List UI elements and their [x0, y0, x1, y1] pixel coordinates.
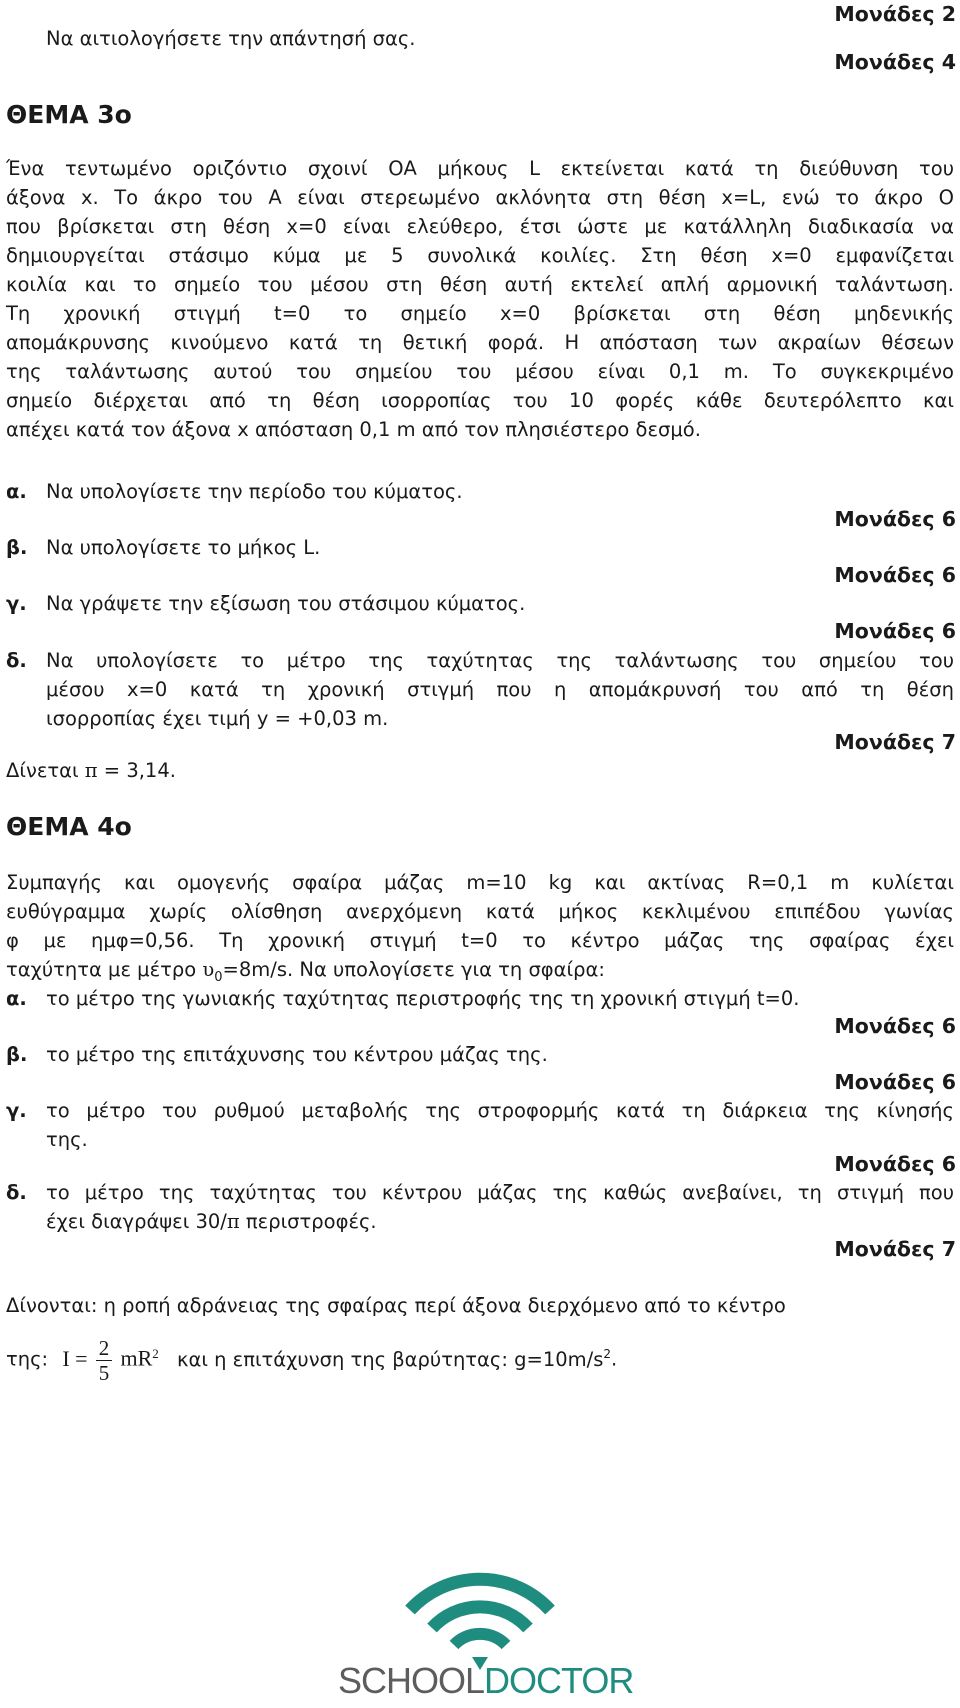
- given-line: Δίνονται: η ροπή αδράνειας της σφαίρας περί άξονα διερχόμενο από το κέντρο: [6, 1294, 786, 1317]
- given-constant: [6, 756, 954, 785]
- paragraph-line: σημείο διέρχεται από τη θέση ισορροπίας του 10 φορές κάθε δευτερόλεπτο και: [6, 389, 954, 412]
- paragraph-line: απομάκρυνσης κινούμενο κατά τη θετική φορά. Η απόσταση των ακραίων θέσεων: [6, 331, 954, 354]
- given-text: και η επιτάχυνση της βαρύτητας: g=10m/s: [176, 1347, 604, 1371]
- formula-lhs: I =: [62, 1345, 88, 1371]
- pi-symbol: π: [226, 1210, 240, 1233]
- given-text: = 3,14.: [97, 759, 176, 782]
- given-formula-line: [6, 1324, 954, 1390]
- subscript: 0: [214, 969, 223, 985]
- paragraph-text: ταχύτητα με μέτρο: [6, 958, 203, 981]
- question-label: δ.: [6, 1181, 27, 1204]
- question-label: γ.: [6, 592, 27, 615]
- points-label: Μονάδες 6: [834, 563, 956, 587]
- question-text: [46, 1207, 954, 1236]
- question-text: μέσου x=0 κατά τη χρονική στιγμή που η απομάκρυνσή του από τη θέση: [46, 678, 954, 701]
- question-text-part: περιστροφές.: [239, 1210, 377, 1233]
- paragraph-line: Τη χρονική στιγμή t=0 το σημείο x=0 βρίσκεται στη θέση μηδενικής: [6, 302, 954, 325]
- paragraph-line: Ένα τεντωμένο οριζόντιο σχοινί ΟΑ μήκους L εκτείνεται κατά τη διεύθυνση του: [6, 157, 954, 180]
- question-label: β.: [6, 1043, 28, 1066]
- question-label: γ.: [6, 1099, 27, 1122]
- paragraph-line: άξονα x. Το άκρο του Α είναι στερεωμένο ακλόνητα στη θέση x=L, ενώ το άκρο Ο: [6, 186, 954, 209]
- paragraph-line: φ με ημφ=0,56. Τη χρονική στιγμή t=0 το κέντρο μάζας της σφαίρας έχει: [6, 929, 954, 952]
- question-text: Να γράψετε την εξίσωση του στάσιμου κύματος.: [46, 592, 526, 615]
- points-label: Μονάδες 4: [834, 50, 956, 74]
- paragraph-line: ευθύγραμμα χωρίς ολίσθηση ανερχόμενη κατά μήκος κεκλιμένου επιπέδου γωνίας: [6, 900, 954, 923]
- question-text: Να υπολογίσετε το μήκος L.: [46, 536, 321, 559]
- question-text: ισορροπίας έχει τιμή y = +0,03 m.: [46, 707, 389, 730]
- question-text: Να υπολογίσετε το μέτρο της ταχύτητας της ταλάντωσης του σημείου του: [46, 649, 954, 672]
- paragraph-line: της ταλάντωσης αυτού του σημείου του μέσου είναι 0,1 m. Το συγκεκριμένο: [6, 360, 954, 383]
- points-label: Μονάδες 2: [834, 2, 956, 26]
- given-text: της:: [6, 1347, 49, 1371]
- given-text: .: [611, 1347, 618, 1371]
- formula-exponent: 2: [152, 1346, 159, 1361]
- fraction-numerator: 2: [96, 1336, 113, 1361]
- points-label: Μονάδες 7: [834, 730, 956, 754]
- question-text: το μέτρο της ταχύτητας του κέντρου μάζας της καθώς ανεβαίνει, τη στιγμή που: [46, 1181, 954, 1204]
- paragraph-line: Συμπαγής και ομογενής σφαίρα μάζας m=10 kg και ακτίνας R=0,1 m κυλίεται: [6, 871, 954, 894]
- points-label: Μονάδες 7: [834, 1237, 956, 1261]
- points-label: Μονάδες 6: [834, 619, 956, 643]
- points-label: Μονάδες 6: [834, 1152, 956, 1176]
- question-text: το μέτρο του ρυθμού μεταβολής της στροφορμής κατά τη διάρκεια της κίνησής: [46, 1099, 954, 1122]
- paragraph-line: κοιλία και το σημείο του μέσου στη θέση αυτή εκτελεί απλή αρμονική ταλάντωση.: [6, 273, 954, 296]
- paragraph-line: δημιουργείται στάσιμο κύμα με 5 συνολικά κοιλίες. Στη θέση x=0 εμφανίζεται: [6, 244, 954, 267]
- question-text: το μέτρο της επιτάχυνσης του κέντρου μάζας της.: [46, 1043, 548, 1066]
- logo-text-school: SCHOOL: [338, 1660, 485, 1701]
- question-label: β.: [6, 536, 28, 559]
- pi-symbol: π: [84, 759, 98, 782]
- exponent: 2: [603, 1347, 612, 1361]
- paragraph-text: =8m/s. Να υπολογίσετε για τη σφαίρα:: [222, 958, 605, 981]
- wifi-icon: [360, 1562, 600, 1672]
- points-label: Μονάδες 6: [834, 507, 956, 531]
- schooldoctor-logo: [338, 1562, 634, 1702]
- points-label: Μονάδες 6: [834, 1014, 956, 1038]
- paragraph-line: που βρίσκεται στη θέση x=0 είναι ελεύθερο, έτσι ώστε με κατάλληλη διαδικασία να: [6, 215, 954, 238]
- fraction-denominator: 5: [98, 1360, 110, 1385]
- question-text: της.: [46, 1128, 88, 1151]
- question-label: α.: [6, 480, 27, 503]
- formula-rhs: mR: [120, 1345, 153, 1371]
- upsilon-symbol: υ: [202, 958, 215, 981]
- section-title-thema3: ΘΕΜΑ 3ο: [6, 100, 132, 129]
- points-label: Μονάδες 6: [834, 1070, 956, 1094]
- question-text: το μέτρο της γωνιακής ταχύτητας περιστροφής της τη χρονική στιγμή t=0.: [46, 987, 800, 1010]
- paragraph-line: απέχει κατά τον άξονα x απόσταση 0,1 m από τον πλησιέστερο δεσμό.: [6, 418, 701, 441]
- given-text: Δίνεται: [6, 759, 85, 782]
- logo-wordmark: [338, 1660, 634, 1702]
- section-title-thema4: ΘΕΜΑ 4ο: [6, 812, 132, 841]
- logo-text-doctor: DOCTOR: [484, 1660, 634, 1701]
- justify-instruction: Να αιτιολογήσετε την απάντησή σας.: [46, 27, 416, 50]
- question-text: Να υπολογίσετε την περίοδο του κύματος.: [46, 480, 463, 503]
- question-label: α.: [6, 987, 27, 1010]
- question-label: δ.: [6, 649, 27, 672]
- question-text-part: έχει διαγράψει 30/: [46, 1210, 227, 1233]
- fraction: [96, 1336, 113, 1385]
